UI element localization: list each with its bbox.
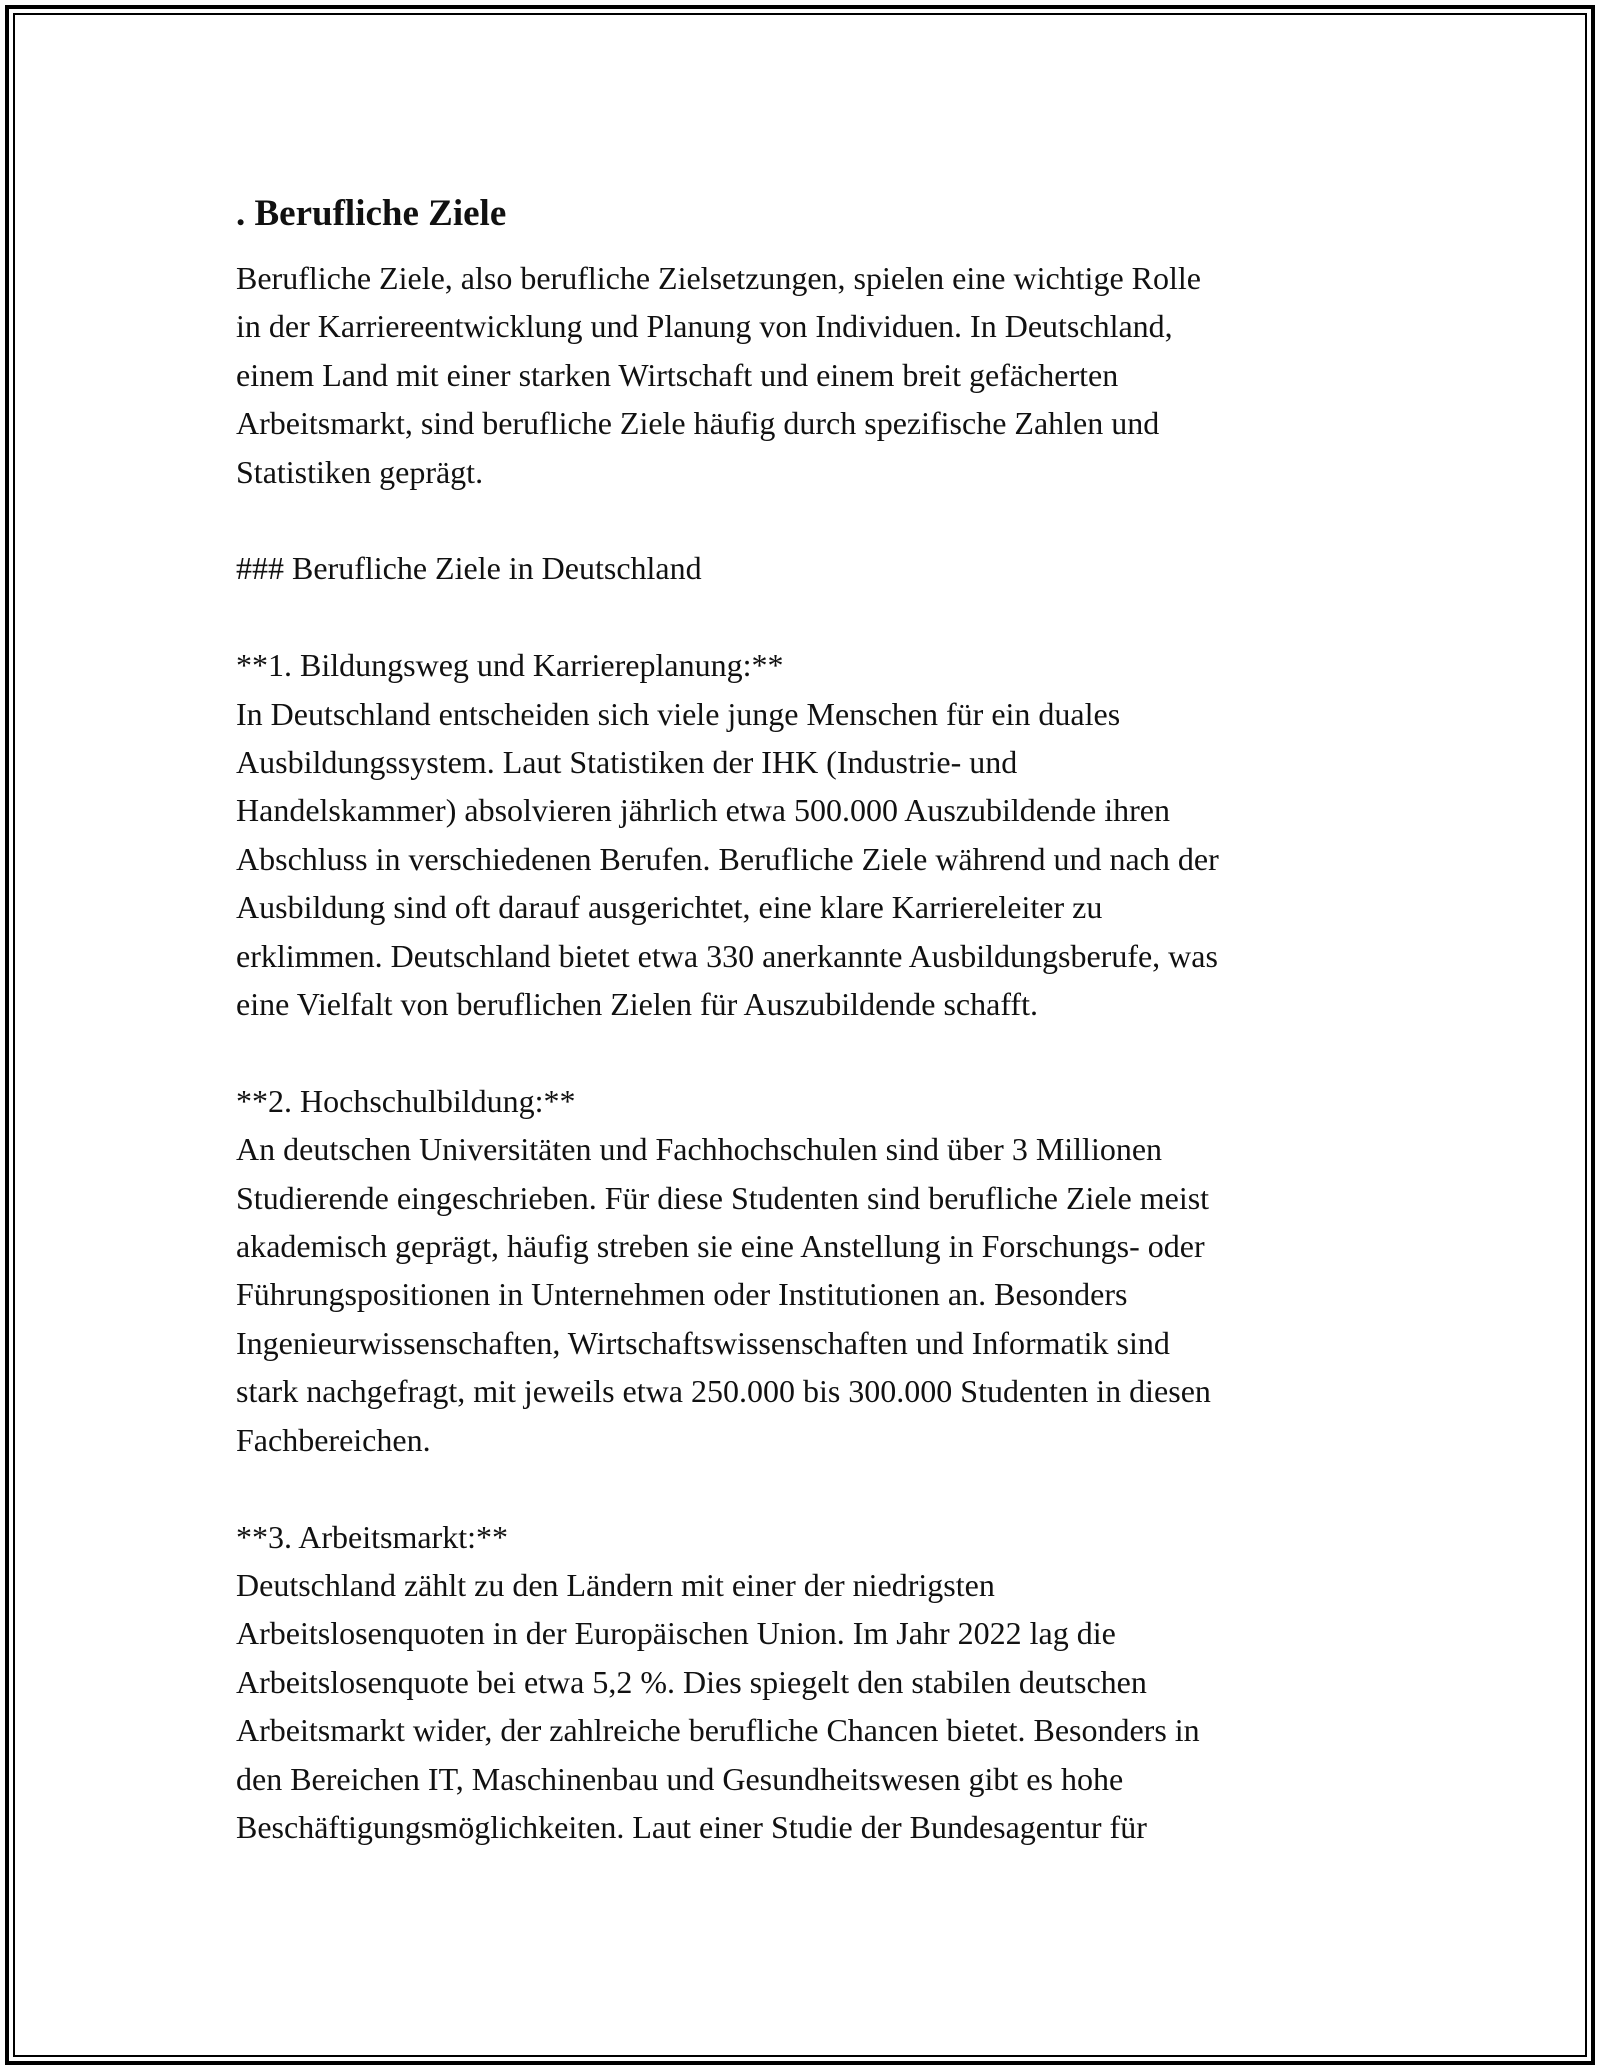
text-line: den Bereichen IT, Maschinenbau und Gesundheitswesen gibt es hohe bbox=[236, 1760, 1124, 1797]
text-line: Statistiken geprägt. bbox=[236, 453, 484, 490]
intro-paragraph bbox=[236, 254, 1376, 496]
section-subheading: **3. Arbeitsmarkt:** bbox=[236, 1518, 508, 1555]
text-line: Arbeitsmarkt wider, der zahlreiche berufliche Chancen bietet. Besonders in bbox=[236, 1712, 1200, 1749]
text-line: erklimmen. Deutschland bietet etwa 330 anerkannte Ausbildungsberufe, was bbox=[236, 937, 1218, 974]
text-line: Fachbereichen. bbox=[236, 1421, 431, 1458]
section-bildungsweg bbox=[236, 641, 1376, 1028]
text-line: stark nachgefragt, mit jeweils etwa 250.000 bis 300.000 Studenten in diesen bbox=[236, 1373, 1211, 1410]
paragraph-gap bbox=[236, 593, 1376, 641]
text-line: Ausbildung sind oft darauf ausgerichtet, eine klare Karriereleiter zu bbox=[236, 889, 1103, 926]
paragraph-gap bbox=[236, 496, 1376, 544]
text-line: Führungspositionen in Unternehmen oder Institutionen an. Besonders bbox=[236, 1276, 1128, 1313]
text-line: Berufliche Ziele, also berufliche Zielsetzungen, spielen eine wichtige Rolle bbox=[236, 260, 1201, 296]
text-line: Arbeitslosenquoten in der Europäischen Union. Im Jahr 2022 lag die bbox=[236, 1615, 1116, 1652]
text-line: eine Vielfalt von beruflichen Zielen für Auszubildende schafft. bbox=[236, 986, 1038, 1023]
text-line: Handelskammer) absolvieren jährlich etwa 500.000 Auszubildende ihren bbox=[236, 792, 1170, 829]
text-line: An deutschen Universitäten und Fachhochschulen sind über 3 Millionen bbox=[236, 1131, 1163, 1168]
text-line: Studierende eingeschrieben. Für diese Studenten sind berufliche Ziele meist bbox=[236, 1179, 1210, 1216]
text-line: in der Karriereentwicklung und Planung von Individuen. In Deutschland, bbox=[236, 308, 1173, 345]
text-line: Deutschland zählt zu den Ländern mit einer der niedrigsten bbox=[236, 1566, 995, 1603]
section-arbeitsmarkt bbox=[236, 1513, 1376, 1852]
document-title: . Berufliche Ziele bbox=[236, 193, 507, 234]
section-hochschulbildung bbox=[236, 1077, 1376, 1464]
text-line: Abschluss in verschiedenen Berufen. Berufliche Ziele während und nach der bbox=[236, 840, 1219, 877]
document-body bbox=[236, 186, 1376, 1851]
text-line: Arbeitsmarkt, sind berufliche Ziele häufig durch spezifische Zahlen und bbox=[236, 405, 1160, 442]
section-subheading: **1. Bildungsweg und Karriereplanung:** bbox=[236, 647, 784, 684]
paragraph-gap bbox=[236, 1464, 1376, 1512]
text-line: einem Land mit einer starken Wirtschaft und einem breit gefächerten bbox=[236, 356, 1119, 393]
paragraph-gap bbox=[236, 1028, 1376, 1076]
text-line: In Deutschland entscheiden sich viele junge Menschen für ein duales bbox=[236, 695, 1121, 732]
text-line: Ingenieurwissenschaften, Wirtschaftswissenschaften und Informatik sind bbox=[236, 1324, 1170, 1361]
text-line: Arbeitslosenquote bei etwa 5,2 %. Dies spiegelt den stabilen deutschen bbox=[236, 1663, 1147, 1700]
section-subheading: **2. Hochschulbildung:** bbox=[236, 1082, 576, 1119]
text-line: Beschäftigungsmöglichkeiten. Laut einer Studie der Bundesagentur für bbox=[236, 1808, 1147, 1845]
text-line: akademisch geprägt, häufig streben sie eine Anstellung in Forschungs- oder bbox=[236, 1228, 1205, 1265]
text-line: Ausbildungssystem. Laut Statistiken der IHK (Industrie- und bbox=[236, 744, 1018, 781]
section-heading: ### Berufliche Ziele in Deutschland bbox=[236, 550, 702, 587]
